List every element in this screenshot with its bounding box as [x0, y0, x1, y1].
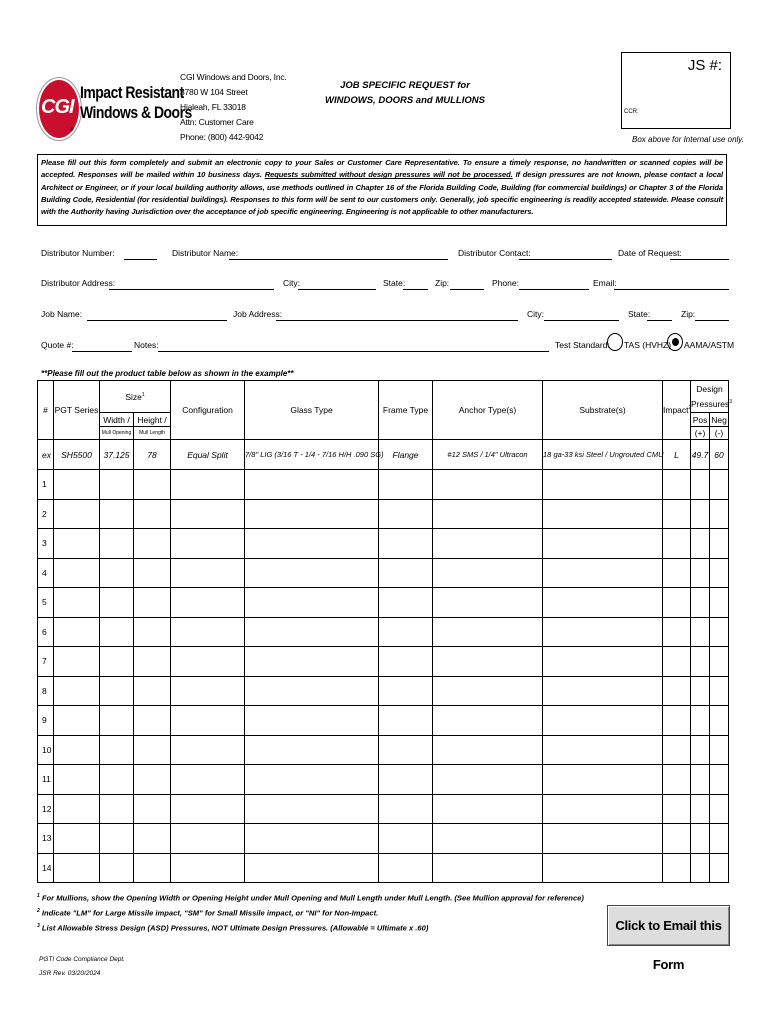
table-cell-input[interactable] — [134, 735, 171, 765]
example-impact: L — [663, 440, 691, 470]
table-cell-input[interactable] — [171, 676, 245, 706]
header-neg: Neg — [711, 414, 727, 425]
table-cell-input[interactable] — [663, 824, 691, 854]
table-cell-input[interactable] — [245, 617, 379, 647]
table-cell-input[interactable] — [134, 558, 171, 588]
table-cell-input[interactable] — [100, 588, 134, 618]
table-cell-input[interactable] — [710, 588, 729, 618]
header-neg-sign: (-) — [710, 427, 729, 440]
table-cell-input[interactable] — [663, 499, 691, 529]
table-cell-input[interactable] — [171, 499, 245, 529]
table-cell-input[interactable] — [433, 794, 543, 824]
table-cell-input[interactable] — [245, 470, 379, 500]
table-cell-input[interactable] — [543, 647, 663, 677]
table-cell-input[interactable] — [171, 588, 245, 618]
table-cell-input[interactable] — [379, 617, 433, 647]
table-cell-input[interactable] — [134, 647, 171, 677]
table-cell-input[interactable] — [691, 558, 710, 588]
row-number: 1 — [38, 470, 54, 500]
table-cell-input[interactable] — [379, 853, 433, 883]
row-number: 14 — [38, 853, 54, 883]
table-cell-input[interactable] — [379, 499, 433, 529]
table-cell-input[interactable] — [134, 706, 171, 736]
table-cell-input[interactable] — [134, 676, 171, 706]
example-neg: 60 — [710, 440, 729, 470]
table-cell-input[interactable] — [543, 824, 663, 854]
company-phone: Phone: (800) 442-9042 — [180, 132, 264, 142]
city-label: City: — [283, 278, 300, 288]
email-field[interactable] — [614, 289, 729, 290]
table-cell-input[interactable] — [245, 824, 379, 854]
row-number: 5 — [38, 588, 54, 618]
job-city-field[interactable] — [544, 320, 619, 321]
tas-radio[interactable] — [607, 333, 623, 351]
footnote-2: $^2$ Indicate "LM" for Large Missile impact, "SM" for Small Missile impact, or "NI" for Non-Impact. — [37, 908, 379, 918]
row-number: 2 — [38, 499, 54, 529]
job-address-field[interactable] — [276, 320, 518, 321]
ccr-label: CCR: — [624, 109, 639, 115]
table-cell-input[interactable] — [379, 558, 433, 588]
table-cell-input[interactable] — [433, 853, 543, 883]
company-logo-mark: CGI — [37, 78, 81, 140]
table-cell-input[interactable] — [691, 588, 710, 618]
header-anchor: Anchor Type(s) — [433, 381, 543, 440]
table-cell-input[interactable] — [663, 676, 691, 706]
row-number: 9 — [38, 706, 54, 736]
table-cell-input[interactable] — [379, 706, 433, 736]
table-cell-input[interactable] — [54, 676, 100, 706]
table-cell-input[interactable] — [171, 853, 245, 883]
header-height: Height / — [134, 413, 171, 427]
table-cell-input[interactable] — [433, 735, 543, 765]
aama-label: AAMA/ASTM — [684, 340, 735, 350]
table-cell-input[interactable] — [691, 647, 710, 677]
example-num: ex — [38, 440, 54, 470]
table-cell-input[interactable] — [710, 558, 729, 588]
table-cell-input[interactable] — [379, 676, 433, 706]
table-cell-input[interactable] — [710, 853, 729, 883]
table-row — [38, 499, 729, 529]
table-cell-input[interactable] — [171, 765, 245, 795]
job-state-label: State: — [628, 309, 651, 319]
table-cell-input[interactable] — [663, 735, 691, 765]
table-cell-input[interactable] — [54, 647, 100, 677]
js-number-label: JS #: — [687, 57, 722, 74]
distributor-number-field[interactable] — [124, 259, 157, 260]
table-cell-input[interactable] — [433, 499, 543, 529]
footnote-3: $^3$ List Allowable Stress Design (ASD) Pressures, NOT Ultimate Design Pressures. (Allowable = Ultimate x .60) — [37, 923, 429, 933]
table-cell-input[interactable] — [171, 824, 245, 854]
table-cell-input[interactable] — [663, 706, 691, 736]
logo-line1: Impact Resistant — [80, 83, 184, 102]
table-cell-input[interactable] — [710, 765, 729, 795]
table-cell-input[interactable] — [171, 558, 245, 588]
header-size: Size$^1$ — [100, 381, 171, 413]
table-cell-input[interactable] — [100, 647, 134, 677]
table-cell-input[interactable] — [134, 824, 171, 854]
quote-label: Quote #: — [41, 340, 74, 350]
table-cell-input[interactable] — [433, 676, 543, 706]
table-cell-input[interactable] — [663, 617, 691, 647]
tas-label: TAS (HVHZ) — [624, 340, 672, 350]
table-cell-input[interactable] — [691, 824, 710, 854]
table-cell-input[interactable] — [171, 529, 245, 559]
company-street: 3780 W 104 Street — [180, 87, 248, 97]
header-width: Width / — [100, 413, 134, 427]
footer-dept: PGTI Code Compliance Dept. — [39, 956, 125, 963]
header-design-pressures: Design Pressures$^3$ — [691, 381, 729, 413]
table-cell-input[interactable] — [171, 470, 245, 500]
table-cell-input[interactable] — [543, 765, 663, 795]
table-cell-input[interactable] — [245, 676, 379, 706]
table-cell-input[interactable] — [245, 765, 379, 795]
table-row — [38, 617, 729, 647]
table-cell-input[interactable] — [710, 676, 729, 706]
table-cell-input[interactable] — [663, 765, 691, 795]
row-number: 7 — [38, 647, 54, 677]
internal-use-box — [621, 52, 731, 129]
distributor-contact-label: Distributor Contact: — [458, 248, 531, 258]
table-cell-input[interactable] — [171, 794, 245, 824]
table-cell-input[interactable] — [54, 470, 100, 500]
distributor-number-label: Distributor Number: — [41, 248, 115, 258]
product-table — [37, 380, 733, 883]
table-cell-input[interactable] — [54, 499, 100, 529]
table-note: **Please fill out the product table below as shown in the example** — [41, 369, 294, 378]
table-cell-input[interactable] — [691, 529, 710, 559]
job-name-field[interactable] — [87, 320, 227, 321]
table-cell-input[interactable] — [433, 617, 543, 647]
header-substrate: Substrate(s) — [543, 381, 663, 440]
table-cell-input[interactable] — [100, 617, 134, 647]
table-cell-input[interactable] — [691, 706, 710, 736]
table-cell-input[interactable] — [134, 529, 171, 559]
table-cell-input[interactable] — [379, 588, 433, 618]
table-cell-input[interactable] — [245, 529, 379, 559]
table-cell-input[interactable] — [663, 647, 691, 677]
notes-field[interactable] — [158, 351, 549, 352]
logo-line2: Windows & Doors — [80, 103, 192, 122]
table-cell-input[interactable] — [543, 499, 663, 529]
table-cell-input[interactable] — [433, 529, 543, 559]
date-of-request-field[interactable] — [670, 259, 729, 260]
zip-label: Zip: — [435, 278, 450, 288]
table-row — [38, 824, 729, 854]
table-cell-input[interactable] — [171, 706, 245, 736]
header-impact: Impact$^2$ — [663, 381, 691, 440]
form-title-line2: WINDOWS, DOORS and MULLIONS — [325, 95, 485, 106]
table-row — [38, 588, 729, 618]
table-cell-input[interactable] — [710, 647, 729, 677]
example-height: 78 — [134, 440, 171, 470]
table-cell-input[interactable] — [663, 529, 691, 559]
form-title-line1: JOB SPECIFIC REQUEST for — [340, 80, 470, 91]
distributor-name-field[interactable] — [229, 259, 448, 260]
example-row — [38, 440, 729, 470]
email-form-button[interactable]: Click to Email this Form — [607, 905, 730, 946]
row-number: 3 — [38, 529, 54, 559]
table-cell-input[interactable] — [433, 647, 543, 677]
table-cell-input[interactable] — [543, 676, 663, 706]
company-attn: Attn: Customer Care — [180, 117, 254, 127]
table-cell-input[interactable] — [379, 735, 433, 765]
table-cell-input[interactable] — [54, 765, 100, 795]
table-row — [38, 765, 729, 795]
job-address-label: Job Address: — [233, 309, 283, 319]
table-cell-input[interactable] — [379, 794, 433, 824]
table-cell-input[interactable] — [433, 558, 543, 588]
example-glass: 7/8" LIG (3/16 T - 1/4 - 7/16 H/H .090 SG) — [245, 440, 379, 470]
instructions-text-2: If design pressures are not known, please contact a local Architect or Engineer, or if your local building authority allows, use methods outlined in Chapter 16 of the Florida Building Code, Building (for commercial buildings) or Chapter 3 of the Florida Building Code, Residential (for residential buildings). Responses to this form will be sent to our customers only. Generally, job specific engineering is readily accepted statewide. Please consult with the Authority having Jurisdiction over the acceptance of job specific engineering. Engineering is not applicable to other manufacturers. — [41, 170, 724, 217]
distributor-address-label: Distributor Address: — [41, 278, 116, 288]
table-cell-input[interactable] — [100, 765, 134, 795]
table-cell-input[interactable] — [663, 470, 691, 500]
example-pos: 49.7 — [691, 440, 710, 470]
phone-field[interactable] — [519, 289, 589, 290]
table-cell-input[interactable] — [134, 470, 171, 500]
table-cell-input[interactable] — [134, 853, 171, 883]
table-cell-input[interactable] — [379, 824, 433, 854]
state-field[interactable] — [403, 289, 428, 290]
table-cell-input[interactable] — [100, 529, 134, 559]
table-cell-input[interactable] — [134, 617, 171, 647]
table-cell-input[interactable] — [663, 558, 691, 588]
table-cell-input[interactable] — [100, 824, 134, 854]
table-cell-input[interactable] — [663, 794, 691, 824]
distributor-contact-field[interactable] — [519, 259, 612, 260]
row-number: 10 — [38, 735, 54, 765]
distributor-name-label: Distributor Name: — [172, 248, 239, 258]
table-cell-input[interactable] — [710, 470, 729, 500]
instructions-underlined: Requests submitted without design pressures will not be processed. — [264, 170, 513, 180]
table-cell-input[interactable] — [54, 558, 100, 588]
table-cell-input[interactable] — [543, 529, 663, 559]
table-cell-input[interactable] — [710, 529, 729, 559]
table-cell-input[interactable] — [134, 765, 171, 795]
table-cell-input[interactable] — [433, 706, 543, 736]
table-cell-input[interactable] — [100, 706, 134, 736]
aama-radio[interactable] — [667, 333, 683, 351]
table-cell-input[interactable] — [171, 617, 245, 647]
footnote-1: $^1$ For Mullions, show the Opening Width or Opening Height under Mull Opening and Mull Length under Mull Length. (See Mullion approval for reference) — [37, 893, 584, 903]
row-number: 8 — [38, 676, 54, 706]
quote-field[interactable] — [72, 351, 132, 352]
table-cell-input[interactable] — [100, 676, 134, 706]
table-row — [38, 529, 729, 559]
table-cell-input[interactable] — [171, 735, 245, 765]
table-cell-input[interactable] — [663, 588, 691, 618]
table-cell-input[interactable] — [54, 794, 100, 824]
header-num: # — [38, 381, 54, 440]
header-configuration: Configuration — [171, 381, 245, 440]
table-cell-input[interactable] — [379, 529, 433, 559]
row-number: 6 — [38, 617, 54, 647]
table-cell-input[interactable] — [379, 470, 433, 500]
table-cell-input[interactable] — [691, 499, 710, 529]
city-field[interactable] — [298, 289, 376, 290]
table-cell-input[interactable] — [134, 499, 171, 529]
table-cell-input[interactable] — [691, 765, 710, 795]
header-pos: Pos — [691, 413, 710, 427]
row-number: 11 — [38, 765, 54, 795]
job-state-field[interactable] — [647, 320, 672, 321]
table-cell-input[interactable] — [433, 588, 543, 618]
table-row — [38, 794, 729, 824]
table-cell-input[interactable] — [543, 735, 663, 765]
table-cell-input[interactable] — [54, 824, 100, 854]
table-cell-input[interactable] — [710, 794, 729, 824]
table-cell-input[interactable] — [691, 676, 710, 706]
distributor-address-field[interactable] — [109, 289, 274, 290]
table-row — [38, 735, 729, 765]
table-cell-input[interactable] — [379, 765, 433, 795]
table-cell-input[interactable] — [379, 647, 433, 677]
table-cell-input[interactable] — [543, 617, 663, 647]
table-cell-input[interactable] — [54, 853, 100, 883]
table-cell-input[interactable] — [710, 735, 729, 765]
test-standard-label: Test Standard: — [555, 340, 610, 350]
example-series: SH5500 — [54, 440, 100, 470]
table-cell-input[interactable] — [245, 647, 379, 677]
table-cell-input[interactable] — [691, 617, 710, 647]
table-cell-input[interactable] — [543, 794, 663, 824]
table-cell-input[interactable] — [245, 794, 379, 824]
table-cell-input[interactable] — [245, 853, 379, 883]
table-cell-input[interactable] — [543, 853, 663, 883]
date-of-request-label: Date of Request: — [618, 248, 682, 258]
table-cell-input[interactable] — [54, 529, 100, 559]
table-cell-input[interactable] — [543, 558, 663, 588]
table-row — [38, 558, 729, 588]
header-glass: Glass Type — [245, 381, 379, 440]
registered-icon: ® — [70, 127, 74, 133]
table-cell-input[interactable] — [54, 588, 100, 618]
table-cell-input[interactable] — [433, 765, 543, 795]
table-cell-input[interactable] — [54, 735, 100, 765]
table-cell-input[interactable] — [100, 794, 134, 824]
company-name: CGI Windows and Doors, Inc. — [180, 72, 287, 82]
row-number: 4 — [38, 558, 54, 588]
table-row — [38, 706, 729, 736]
table-cell-input[interactable] — [710, 499, 729, 529]
header-pos-sign: (+) — [691, 427, 710, 440]
row-number: 13 — [38, 824, 54, 854]
table-cell-input[interactable] — [543, 706, 663, 736]
instructions-text: Please fill out this form completely and submit an electronic copy to your Sales or Customer Care Representative. To ensure a timely response, no handwritten or scanned copies will be accepted. Responses will be mailed within 10 business days. — [41, 158, 723, 180]
header-width-sub: Mull Opening — [100, 427, 134, 440]
job-name-label: Job Name: — [41, 309, 83, 319]
job-city-label: City: — [527, 309, 544, 319]
table-cell-input[interactable] — [54, 617, 100, 647]
phone-label: Phone: — [492, 278, 519, 288]
table-cell-input[interactable] — [663, 853, 691, 883]
table-cell-input[interactable] — [433, 470, 543, 500]
table-cell-input[interactable] — [54, 706, 100, 736]
email-label: Email: — [593, 278, 617, 288]
table-row — [38, 470, 729, 500]
table-cell-input[interactable] — [245, 735, 379, 765]
table-cell-input[interactable] — [245, 558, 379, 588]
table-cell-input[interactable] — [710, 706, 729, 736]
row-number: 12 — [38, 794, 54, 824]
header-height-sub: Mull Length — [134, 427, 171, 440]
example-width: 37.125 — [100, 440, 134, 470]
notes-label: Notes: — [134, 340, 159, 350]
table-cell-input[interactable] — [433, 824, 543, 854]
header-frame: Frame Type — [379, 381, 433, 440]
zip-field[interactable] — [450, 289, 484, 290]
footer-revision: JSR Rev. 03/20/2024 — [39, 970, 101, 977]
table-cell-input[interactable] — [691, 470, 710, 500]
table-cell-input[interactable] — [543, 470, 663, 500]
table-cell-input[interactable] — [134, 794, 171, 824]
table-cell-input[interactable] — [171, 647, 245, 677]
table-cell-input[interactable] — [245, 499, 379, 529]
example-configuration: Equal Split — [171, 440, 245, 470]
table-cell-input[interactable] — [100, 735, 134, 765]
table-cell-input[interactable] — [543, 588, 663, 618]
table-cell-input[interactable] — [134, 588, 171, 618]
internal-use-note: Box above for Internal use only. — [632, 135, 744, 144]
table-cell-input[interactable] — [710, 824, 729, 854]
example-anchor: #12 SMS / 1/4" Ultracon — [433, 440, 543, 470]
state-label: State: — [383, 278, 406, 288]
example-substrate: 18 ga-33 ksi Steel / Ungrouted CMU — [543, 440, 663, 470]
table-cell-input[interactable] — [691, 853, 710, 883]
table-cell-input[interactable] — [710, 617, 729, 647]
table-cell-input[interactable] — [100, 499, 134, 529]
example-frame: Flange — [379, 440, 433, 470]
table-cell-input[interactable] — [100, 470, 134, 500]
table-cell-input[interactable] — [100, 558, 134, 588]
table-row — [38, 853, 729, 883]
header-series: PGT Series — [54, 381, 100, 440]
table-cell-input[interactable] — [100, 853, 134, 883]
table-row — [38, 676, 729, 706]
table-cell-input[interactable] — [691, 735, 710, 765]
company-city: Hialeah, FL 33018 — [180, 102, 246, 112]
table-cell-input[interactable] — [245, 588, 379, 618]
table-row — [38, 647, 729, 677]
job-zip-field[interactable] — [695, 320, 729, 321]
job-zip-label: Zip: — [681, 309, 696, 319]
table-cell-input[interactable] — [691, 794, 710, 824]
instructions-box — [37, 154, 727, 226]
table-cell-input[interactable] — [245, 706, 379, 736]
